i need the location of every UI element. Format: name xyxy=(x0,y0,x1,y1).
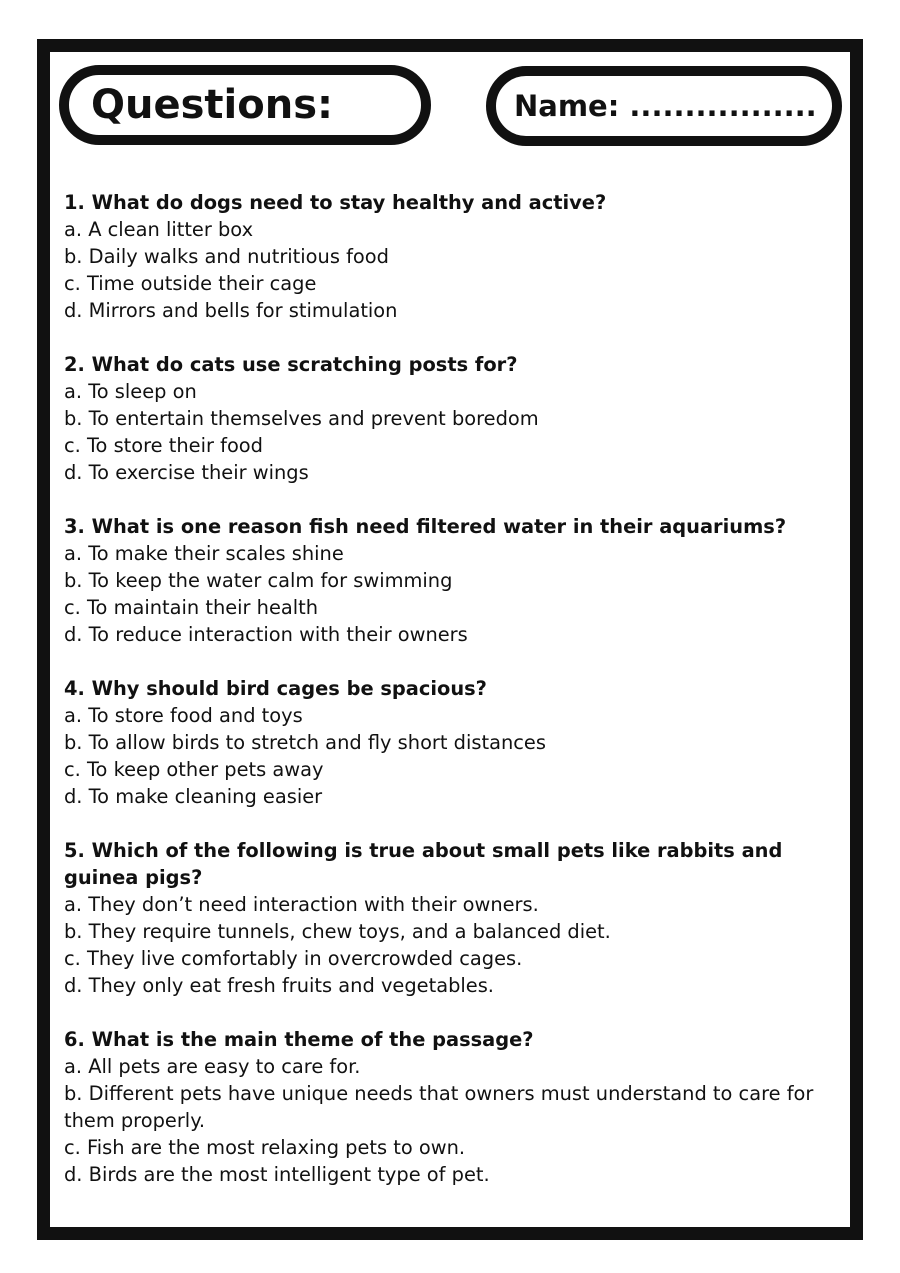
question-3 xyxy=(64,513,834,648)
answer-option: b. They require tunnels, chew toys, and a balanced diet. xyxy=(64,920,611,943)
answer-option: c. To keep other pets away xyxy=(64,758,324,781)
answer-option: b. Daily walks and nutritious food xyxy=(64,245,389,268)
name-box xyxy=(486,66,842,146)
question-text: 5. Which of the following is true about small pets like rabbits and guinea pigs? xyxy=(64,839,783,889)
answer-option: d. They only eat fresh fruits and vegetables. xyxy=(64,974,494,997)
answer-option: c. They live comfortably in overcrowded cages. xyxy=(64,947,523,970)
question-text: 4. Why should bird cages be spacious? xyxy=(64,677,487,700)
question-text: 2. What do cats use scratching posts for? xyxy=(64,353,518,376)
answer-option: c. To maintain their health xyxy=(64,596,319,619)
answer-option: c. Fish are the most relaxing pets to own. xyxy=(64,1136,466,1159)
answer-option: b. To allow birds to stretch and fly short distances xyxy=(64,731,546,754)
question-text: 6. What is the main theme of the passage? xyxy=(64,1028,534,1051)
question-4 xyxy=(64,675,834,810)
answer-option: d. Birds are the most intelligent type of pet. xyxy=(64,1163,490,1186)
question-list xyxy=(64,189,834,1215)
question-1 xyxy=(64,189,834,324)
answer-option: a. They don’t need interaction with their owners. xyxy=(64,893,539,916)
answer-option: d. Mirrors and bells for stimulation xyxy=(64,299,398,322)
name-label: Name: ................. xyxy=(514,88,817,123)
question-text: 1. What do dogs need to stay healthy and active? xyxy=(64,191,607,214)
answer-option: a. To sleep on xyxy=(64,380,197,403)
answer-option: a. To store food and toys xyxy=(64,704,303,727)
page-title: Questions: xyxy=(91,82,334,128)
answer-option: a. To make their scales shine xyxy=(64,542,344,565)
answer-option: d. To make cleaning easier xyxy=(64,785,323,808)
answer-option: d. To reduce interaction with their owners xyxy=(64,623,468,646)
answer-option: d. To exercise their wings xyxy=(64,461,309,484)
answer-option: a. All pets are easy to care for. xyxy=(64,1055,361,1078)
question-6 xyxy=(64,1026,834,1188)
answer-option: b. To entertain themselves and prevent boredom xyxy=(64,407,539,430)
questions-title-box xyxy=(59,65,431,145)
question-2 xyxy=(64,351,834,486)
question-5 xyxy=(64,837,834,999)
answer-option: b. Different pets have unique needs that owners must understand to care for them properly. xyxy=(64,1082,814,1132)
answer-option: c. Time outside their cage xyxy=(64,272,317,295)
answer-option: b. To keep the water calm for swimming xyxy=(64,569,453,592)
answer-option: a. A clean litter box xyxy=(64,218,254,241)
answer-option: c. To store their food xyxy=(64,434,263,457)
question-text: 3. What is one reason fish need filtered water in their aquariums? xyxy=(64,515,787,538)
